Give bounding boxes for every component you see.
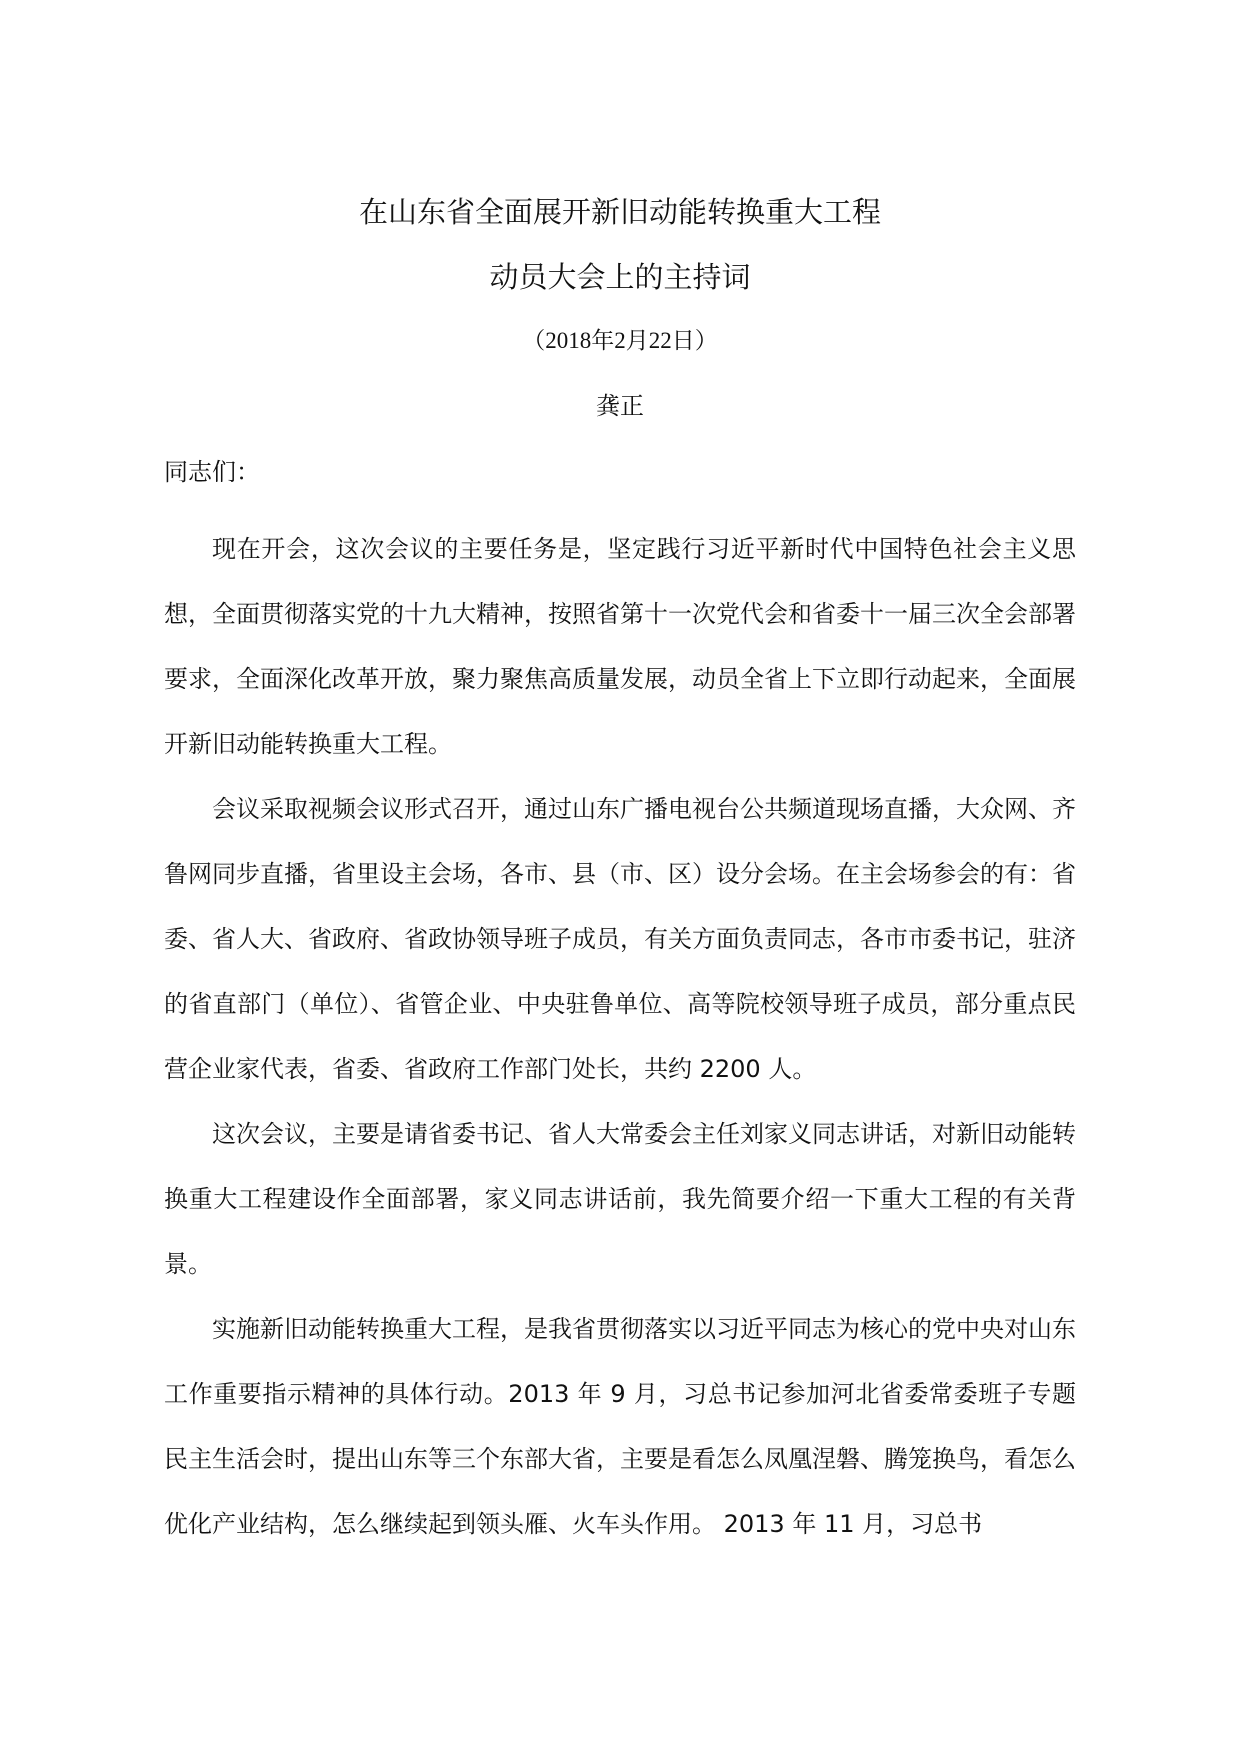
date-day: 22 (648, 328, 672, 353)
date-close-paren: ） (694, 328, 718, 354)
document-date (0, 325, 1240, 357)
document-author: 龚正 (596, 392, 644, 420)
date-year-unit: 年 (591, 328, 615, 354)
date-open-paren: （ (522, 328, 546, 354)
date-year: 2018 (545, 328, 592, 353)
body-paragraph-4: 实施新旧动能转换重大工程，是我省贯彻落实以习近平同志为核心的党中央对山东工作重要指示精神的具体行动。2013 年 9 月，习总书记参加河北省委常委班子专题民主生活会时，提出山东等三个东部大省，主要是看怎么凤凰涅磐、腾笼换鸟，看怎么优化产业结构，怎么继续起到领头雁、火车头作用。 2013 年 11 月，习总书 (164, 1315, 1076, 1538)
document-title-line-2: 动员大会上的主持词 (489, 260, 751, 294)
body-paragraph-3: 这次会议，主要是请省委书记、省人大常委会主任刘家义同志讲话，对新旧动能转换重大工程建设作全面部署，家义同志讲话前，我先简要介绍一下重大工程的有关背景。 (164, 1120, 1076, 1278)
date-day-unit: 日 (671, 328, 695, 354)
date-month-unit: 月 (625, 328, 649, 354)
document-title-line-1: 在山东省全面展开新旧动能转换重大工程 (358, 195, 881, 229)
body-paragraph-2: 会议采取视频会议形式召开，通过山东广播电视台公共频道现场直播，大众网、齐鲁网同步直播，省里设主会场，各市、县（市、区）设分会场。在主会场参会的有：省委、省人大、省政府、省政协领导班子成员，有关方面负责同志，各市市委书记，驻济的省直部门（单位）、省管企业、中央驻鲁单位、高等院校领导班子成员，部分重点民营企业家代表，省委、省政府工作部门处长，共约 2200 人。 (164, 795, 1076, 1083)
document-body (164, 517, 1076, 1557)
salutation: 同志们： (164, 458, 260, 486)
date-month: 2 (614, 328, 626, 353)
body-paragraph-1: 现在开会，这次会议的主要任务是，坚定践行习近平新时代中国特色社会主义思想，全面贯彻落实党的十九大精神，按照省第十一次党代会和省委十一届三次全会部署要求，全面深化改革开放，聚力聚焦高质量发展，动员全省上下立即行动起来，全面展开新旧动能转换重大工程。 (164, 535, 1076, 758)
